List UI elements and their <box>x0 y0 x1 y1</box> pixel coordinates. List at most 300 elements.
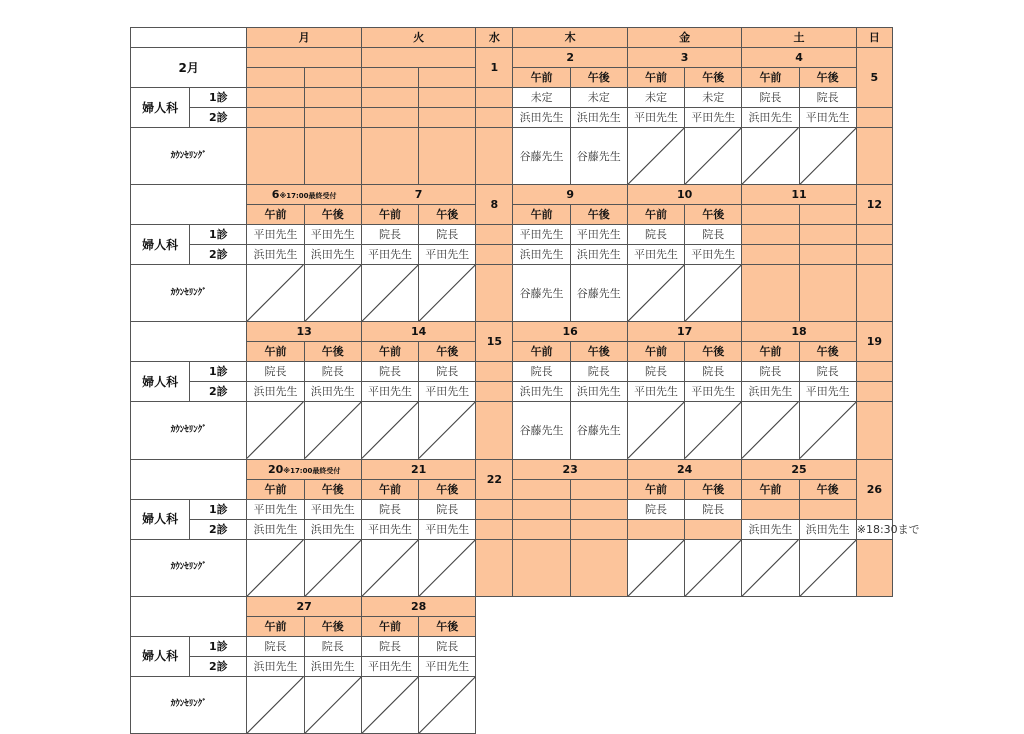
slot-cell: 平田先生 <box>304 499 361 519</box>
slot-cell: 浜田先生 <box>570 108 627 128</box>
closed-slot <box>419 539 476 596</box>
counseling-label: ｶｳﾝｾﾘﾝｸﾞ <box>131 539 247 596</box>
slot-cell: 平田先生 <box>570 225 627 245</box>
slot-cell: 平田先生 <box>419 519 476 539</box>
slot-cell: 浜田先生 <box>247 656 304 676</box>
empty-cell <box>856 128 892 185</box>
empty-cell <box>476 362 513 382</box>
slot-cell: 院長 <box>419 225 476 245</box>
am-label: 午前 <box>247 205 304 225</box>
pm-label: 午後 <box>685 479 742 499</box>
slot-cell: 浜田先生 <box>570 245 627 265</box>
slot-cell: 平田先生 <box>627 245 684 265</box>
week3-counseling-row <box>131 402 893 459</box>
empty-cell <box>476 88 513 108</box>
slot-cell: 院長 <box>304 636 361 656</box>
diagonal-line-icon <box>685 265 741 321</box>
closed-slot <box>799 539 856 596</box>
week4-date-row <box>131 459 893 479</box>
week2-room2-row <box>131 245 893 265</box>
department-label: 婦人科 <box>131 499 190 539</box>
diagonal-line-icon <box>800 128 856 184</box>
date-fri-24: 24 <box>627 459 741 479</box>
empty-cell <box>856 108 892 128</box>
am-label: 午前 <box>361 205 418 225</box>
closed-slot <box>627 539 684 596</box>
empty-cell <box>476 128 513 185</box>
date-fri-17: 17 <box>627 322 741 342</box>
slot-cell: 院長 <box>361 362 418 382</box>
slot-cell: 浜田先生 <box>742 108 799 128</box>
weekday-thu: 木 <box>513 28 627 48</box>
pm-label: 午後 <box>419 616 476 636</box>
empty-cell <box>513 479 570 499</box>
closed-slot <box>247 539 304 596</box>
am-label: 午前 <box>742 342 799 362</box>
weekday-mon: 月 <box>247 28 361 48</box>
empty-cell <box>570 519 627 539</box>
am-label: 午前 <box>627 342 684 362</box>
diagonal-line-icon <box>742 128 798 184</box>
room1-label: 1診 <box>190 88 247 108</box>
am-label: 午前 <box>742 479 799 499</box>
empty-cell <box>742 245 799 265</box>
empty-cell <box>799 265 856 322</box>
counseling-label: ｶｳﾝｾﾘﾝｸﾞ <box>131 402 247 459</box>
date-thu-16: 16 <box>513 322 627 342</box>
slot-cell: 平田先生 <box>361 382 418 402</box>
closed-slot <box>799 402 856 459</box>
week3-date-row <box>131 322 893 342</box>
diagonal-line-icon <box>685 540 741 596</box>
empty-cell <box>799 245 856 265</box>
pm-label: 午後 <box>570 342 627 362</box>
slot-cell: 浜田先生 <box>742 382 799 402</box>
slot-cell: 平田先生 <box>247 225 304 245</box>
weekday-header-row <box>131 28 893 48</box>
department-label: 婦人科 <box>131 88 190 128</box>
closed-slot <box>627 128 684 185</box>
diagonal-line-icon <box>419 265 475 321</box>
pm-label: 午後 <box>799 68 856 88</box>
slot-cell: 谷藤先生 <box>513 402 570 459</box>
empty-cell <box>685 519 742 539</box>
date-thu-23: 23 <box>513 459 627 479</box>
slot-cell: 浜田先生 <box>247 519 304 539</box>
date-sat-11: 11 <box>742 185 856 205</box>
slot-cell: 未定 <box>513 88 570 108</box>
slot-cell: 浜田先生 <box>513 245 570 265</box>
slot-cell: 院長 <box>419 636 476 656</box>
month-label: 2月 <box>131 48 247 88</box>
empty-cell <box>304 88 361 108</box>
slot-cell: 浜田先生 <box>513 382 570 402</box>
empty-cell <box>856 265 892 322</box>
counseling-label: ｶｳﾝｾﾘﾝｸﾞ <box>131 676 247 733</box>
blank-area <box>476 596 893 733</box>
empty-cell <box>247 88 304 108</box>
slot-cell: 平田先生 <box>627 382 684 402</box>
until-1830-note: ※18:30まで <box>856 519 892 539</box>
empty-cell <box>570 479 627 499</box>
slot-cell: 谷藤先生 <box>513 265 570 322</box>
empty-cell <box>856 402 892 459</box>
closed-slot <box>742 402 799 459</box>
empty-cell <box>476 265 513 322</box>
am-label: 午前 <box>513 342 570 362</box>
closed-slot <box>685 128 742 185</box>
weekday-tue: 火 <box>361 28 475 48</box>
empty-cell <box>361 68 418 88</box>
date-thu-2: 2 <box>513 48 627 68</box>
room2-label: 2診 <box>190 656 247 676</box>
date-cell <box>361 48 475 68</box>
am-label: 午前 <box>247 479 304 499</box>
slot-cell: 院長 <box>419 362 476 382</box>
empty-cell <box>856 539 892 596</box>
closed-slot <box>627 265 684 322</box>
slot-cell: 平田先生 <box>799 108 856 128</box>
empty-cell <box>476 382 513 402</box>
slot-cell: 院長 <box>361 225 418 245</box>
slot-cell: 院長 <box>685 499 742 519</box>
slot-cell: 平田先生 <box>419 245 476 265</box>
slot-cell: 浜田先生 <box>304 519 361 539</box>
empty-cell <box>476 402 513 459</box>
closed-slot <box>361 402 418 459</box>
date-cell <box>247 48 361 68</box>
closed-slot <box>742 128 799 185</box>
week3-room1-row <box>131 362 893 382</box>
empty-cell <box>856 382 892 402</box>
empty-cell <box>361 108 418 128</box>
slot-cell: 院長 <box>419 499 476 519</box>
empty-cell <box>419 128 476 185</box>
pm-label: 午後 <box>685 342 742 362</box>
closed-slot <box>627 402 684 459</box>
pm-label: 午後 <box>799 342 856 362</box>
diagonal-line-icon <box>362 677 418 733</box>
empty-cell <box>419 88 476 108</box>
empty-cell <box>419 68 476 88</box>
diagonal-line-icon <box>247 677 303 733</box>
diagonal-line-icon <box>628 265 684 321</box>
closed-slot <box>304 676 361 733</box>
slot-cell: 平田先生 <box>361 245 418 265</box>
pm-label: 午後 <box>799 479 856 499</box>
empty-cell <box>476 499 513 519</box>
empty-cell <box>476 225 513 245</box>
department-label: 婦人科 <box>131 362 190 402</box>
week1-date-row <box>131 48 893 68</box>
slot-cell: 谷藤先生 <box>570 265 627 322</box>
room2-label: 2診 <box>190 382 247 402</box>
diagonal-line-icon <box>628 128 684 184</box>
slot-cell: 未定 <box>570 88 627 108</box>
diagonal-line-icon <box>305 402 361 458</box>
am-label: 午前 <box>627 479 684 499</box>
closed-slot <box>742 539 799 596</box>
date-number: 6 <box>271 188 280 202</box>
date-mon-27: 27 <box>247 596 361 616</box>
room1-label: 1診 <box>190 225 247 245</box>
slot-cell: 平田先生 <box>361 519 418 539</box>
date-sat-18: 18 <box>742 322 856 342</box>
pm-label: 午後 <box>570 205 627 225</box>
week1-counseling-row <box>131 128 893 185</box>
department-label: 婦人科 <box>131 225 190 265</box>
diagonal-line-icon <box>362 265 418 321</box>
pm-label: 午後 <box>304 342 361 362</box>
slot-cell: 平田先生 <box>685 382 742 402</box>
room2-label: 2診 <box>190 245 247 265</box>
slot-cell: 院長 <box>627 362 684 382</box>
slot-cell: 浜田先生 <box>799 519 856 539</box>
empty-cell <box>361 128 418 185</box>
date-fri-3: 3 <box>627 48 741 68</box>
pm-label: 午後 <box>419 205 476 225</box>
date-sat-25: 25 <box>742 459 856 479</box>
diagonal-line-icon <box>419 402 475 458</box>
slot-cell: 院長 <box>570 362 627 382</box>
diagonal-line-icon <box>247 540 303 596</box>
date-sun-26: 26 <box>856 459 892 519</box>
week3-room2-row <box>131 382 893 402</box>
slot-cell: 院長 <box>627 499 684 519</box>
slot-cell: 院長 <box>685 362 742 382</box>
am-label: 午前 <box>742 68 799 88</box>
diagonal-line-icon <box>362 540 418 596</box>
date-number: 20 <box>267 462 284 476</box>
date-sun-12: 12 <box>856 185 892 225</box>
closed-slot <box>247 265 304 322</box>
room2-label: 2診 <box>190 108 247 128</box>
blank-label-cell <box>131 322 247 362</box>
date-mon-13: 13 <box>247 322 361 342</box>
empty-cell <box>856 362 892 382</box>
empty-cell <box>361 88 418 108</box>
am-label: 午前 <box>513 205 570 225</box>
pm-label: 午後 <box>570 68 627 88</box>
diagonal-line-icon <box>247 265 303 321</box>
slot-cell: 院長 <box>304 362 361 382</box>
weekday-sun: 日 <box>856 28 892 48</box>
empty-cell <box>742 499 799 519</box>
empty-cell <box>419 108 476 128</box>
empty-cell <box>570 499 627 519</box>
empty-cell <box>570 539 627 596</box>
empty-cell <box>247 108 304 128</box>
pm-label: 午後 <box>419 479 476 499</box>
slot-cell: 平田先生 <box>513 225 570 245</box>
pm-label: 午後 <box>304 479 361 499</box>
empty-cell <box>513 499 570 519</box>
empty-cell <box>476 519 513 539</box>
closed-slot <box>361 676 418 733</box>
pm-label: 午後 <box>685 68 742 88</box>
week2-date-row <box>131 185 893 205</box>
week4-room2-row <box>131 519 893 539</box>
slot-cell: 院長 <box>685 225 742 245</box>
diagonal-line-icon <box>628 402 684 458</box>
slot-cell: 院長 <box>513 362 570 382</box>
slot-cell: 浜田先生 <box>513 108 570 128</box>
am-label: 午前 <box>627 205 684 225</box>
closed-slot <box>304 265 361 322</box>
empty-cell <box>247 128 304 185</box>
room2-label: 2診 <box>190 519 247 539</box>
date-tue-21: 21 <box>361 459 475 479</box>
slot-cell: 谷藤先生 <box>570 402 627 459</box>
date-mon-6 <box>247 185 361 205</box>
pm-label: 午後 <box>685 205 742 225</box>
date-tue-28: 28 <box>361 596 475 616</box>
empty-cell <box>742 225 799 245</box>
empty-cell <box>304 68 361 88</box>
week2-counseling-row <box>131 265 893 322</box>
slot-cell: 谷藤先生 <box>570 128 627 185</box>
empty-cell <box>742 265 799 322</box>
diagonal-line-icon <box>685 128 741 184</box>
slot-cell: 平田先生 <box>419 656 476 676</box>
diagonal-line-icon <box>419 540 475 596</box>
blank-label-cell <box>131 185 247 225</box>
weekday-wed: 水 <box>476 28 513 48</box>
am-label: 午前 <box>361 479 418 499</box>
empty-cell <box>304 108 361 128</box>
slot-cell: 平田先生 <box>685 108 742 128</box>
slot-cell: 浜田先生 <box>742 519 799 539</box>
diagonal-line-icon <box>628 540 684 596</box>
empty-cell <box>476 245 513 265</box>
empty-cell <box>247 68 304 88</box>
slot-cell: 谷藤先生 <box>513 128 570 185</box>
slot-cell: 院長 <box>361 636 418 656</box>
slot-cell: 平田先生 <box>627 108 684 128</box>
empty-cell <box>476 108 513 128</box>
diagonal-line-icon <box>305 540 361 596</box>
date-sun-19: 19 <box>856 322 892 362</box>
diagonal-line-icon <box>419 677 475 733</box>
slot-cell: 院長 <box>627 225 684 245</box>
pm-label: 午後 <box>304 616 361 636</box>
slot-cell: 院長 <box>247 362 304 382</box>
slot-cell: 平田先生 <box>361 656 418 676</box>
empty-cell <box>742 205 799 225</box>
diagonal-line-icon <box>800 540 856 596</box>
closed-slot <box>685 402 742 459</box>
diagonal-line-icon <box>742 540 798 596</box>
empty-cell <box>476 539 513 596</box>
slot-cell: 平田先生 <box>247 499 304 519</box>
closed-slot <box>247 676 304 733</box>
empty-cell <box>799 205 856 225</box>
pm-label: 午後 <box>304 205 361 225</box>
slot-cell: 院長 <box>799 88 856 108</box>
slot-cell: 浜田先生 <box>304 656 361 676</box>
slot-cell: 平田先生 <box>799 382 856 402</box>
closed-slot <box>361 539 418 596</box>
date-thu-9: 9 <box>513 185 627 205</box>
counseling-label: ｶｳﾝｾﾘﾝｸﾞ <box>131 265 247 322</box>
slot-cell: 院長 <box>361 499 418 519</box>
closed-slot <box>304 402 361 459</box>
room1-label: 1診 <box>190 362 247 382</box>
last-reception-note: ※17:00最終受付 <box>283 466 341 475</box>
slot-cell: 浜田先生 <box>570 382 627 402</box>
blank-label-cell <box>131 596 247 636</box>
date-wed-15: 15 <box>476 322 513 362</box>
date-wed-8: 8 <box>476 185 513 225</box>
am-label: 午前 <box>513 68 570 88</box>
counseling-label: ｶｳﾝｾﾘﾝｸﾞ <box>131 128 247 185</box>
slot-cell: 未定 <box>685 88 742 108</box>
slot-cell: 院長 <box>742 88 799 108</box>
weekday-fri: 金 <box>627 28 741 48</box>
am-label: 午前 <box>361 616 418 636</box>
slot-cell: 未定 <box>627 88 684 108</box>
diagonal-line-icon <box>685 402 741 458</box>
slot-cell: 浜田先生 <box>247 245 304 265</box>
week2-room1-row <box>131 225 893 245</box>
empty-cell <box>627 519 684 539</box>
slot-cell: 浜田先生 <box>247 382 304 402</box>
slot-cell: 平田先生 <box>304 225 361 245</box>
diagonal-line-icon <box>247 402 303 458</box>
schedule-table <box>130 27 920 734</box>
date-mon-20 <box>247 459 361 479</box>
empty-cell <box>304 128 361 185</box>
closed-slot <box>304 539 361 596</box>
week1-room1-row <box>131 88 893 108</box>
slot-cell: 平田先生 <box>685 245 742 265</box>
empty-cell <box>513 539 570 596</box>
closed-slot <box>799 128 856 185</box>
closed-slot <box>419 402 476 459</box>
weekday-sat: 土 <box>742 28 856 48</box>
room1-label: 1診 <box>190 636 247 656</box>
date-sun-5: 5 <box>856 48 892 108</box>
am-label: 午前 <box>627 68 684 88</box>
closed-slot <box>419 265 476 322</box>
pm-label: 午後 <box>419 342 476 362</box>
department-label: 婦人科 <box>131 636 190 676</box>
slot-cell: 院長 <box>247 636 304 656</box>
slot-cell: 院長 <box>742 362 799 382</box>
am-label: 午前 <box>247 616 304 636</box>
empty-cell <box>799 225 856 245</box>
diagonal-line-icon <box>305 265 361 321</box>
am-label: 午前 <box>247 342 304 362</box>
week1-room2-row <box>131 108 893 128</box>
closed-slot <box>685 265 742 322</box>
diagonal-line-icon <box>362 402 418 458</box>
slot-cell: 浜田先生 <box>304 382 361 402</box>
diagonal-line-icon <box>742 402 798 458</box>
empty-cell <box>513 519 570 539</box>
diagonal-line-icon <box>305 677 361 733</box>
week4-counseling-row <box>131 539 893 596</box>
date-sat-4: 4 <box>742 48 856 68</box>
date-tue-14: 14 <box>361 322 475 342</box>
last-reception-note: ※17:00最終受付 <box>279 192 337 201</box>
corner-cell <box>131 28 247 48</box>
closed-slot <box>419 676 476 733</box>
date-fri-10: 10 <box>627 185 741 205</box>
date-wed-1: 1 <box>476 48 513 88</box>
slot-cell: 浜田先生 <box>304 245 361 265</box>
slot-cell: 平田先生 <box>419 382 476 402</box>
